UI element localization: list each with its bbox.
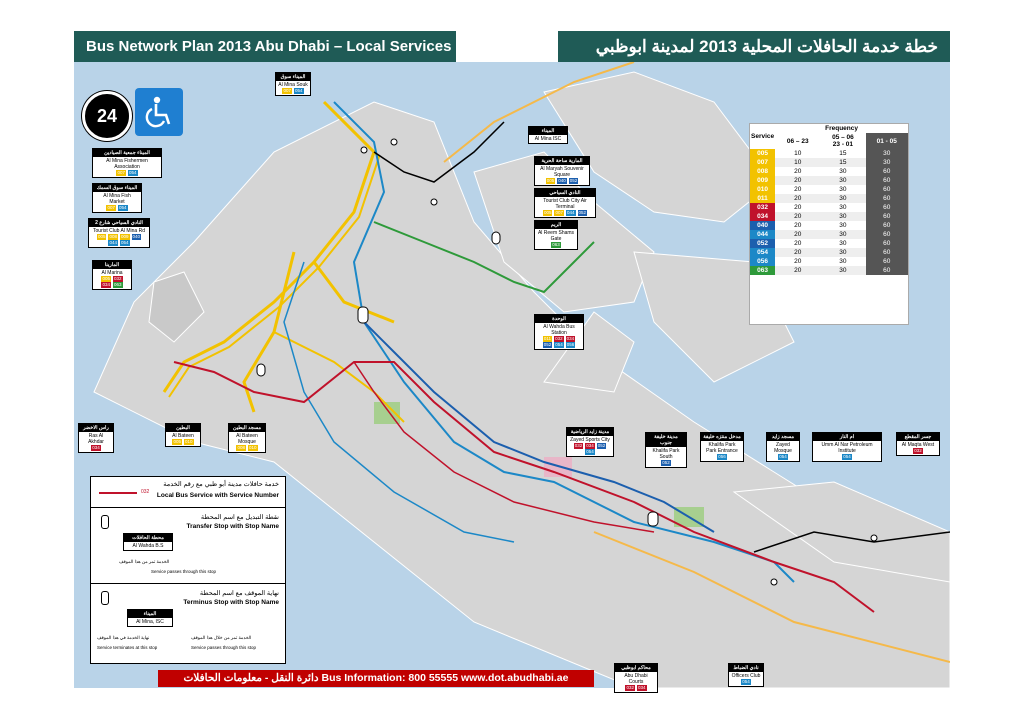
frequency-col-2: 05 – 06 23 - 01	[832, 134, 854, 148]
service-chip: 052	[578, 210, 587, 215]
stop-callout	[528, 126, 568, 144]
service-chip: 032	[914, 448, 922, 453]
stop-callout	[228, 423, 266, 453]
stop-callout	[566, 427, 614, 457]
stop-name-arabic: نادي الضباط	[729, 664, 763, 672]
frequency-shoulder: 30	[820, 230, 865, 239]
service-number: 011	[750, 194, 775, 203]
service-chip: 040	[132, 234, 141, 239]
stop-services	[91, 234, 147, 246]
frequency-night: 30	[866, 149, 908, 158]
frequency-peak: 10	[775, 158, 820, 167]
stop-name-english: Al Bateen Mosque	[236, 433, 258, 445]
legend-passes-english: Service passes through this stop	[151, 569, 217, 574]
stop-callout	[614, 663, 658, 693]
service-number: 044	[750, 230, 775, 239]
stop-services	[617, 685, 655, 691]
service-chip: 005	[102, 276, 110, 281]
stop-name-arabic: الميناء	[529, 127, 567, 135]
stop-name-arabic: الميناء سوق السمك	[93, 184, 141, 192]
stop-name-english: Al Maqta West	[901, 442, 935, 448]
service-chip: 034	[586, 443, 594, 448]
stop-name-english: Umm Al Nar Petroleum Institute	[821, 442, 873, 454]
stop-marker-icon	[101, 515, 109, 529]
legend-transfer-arabic: نقطة التبديل مع اسم المحطة	[200, 514, 279, 521]
legend-local-service	[91, 477, 285, 508]
stop-services	[537, 210, 593, 216]
service-number: 054	[750, 248, 775, 257]
frequency-row	[750, 149, 908, 158]
frequency-night: 60	[866, 257, 908, 266]
stop-name-arabic: المارينا	[93, 261, 131, 269]
stop-name-english: Tourist Club Al Mina Rd	[93, 228, 145, 234]
frequency-row	[750, 203, 908, 212]
stop-services	[231, 445, 263, 451]
service-number: 034	[750, 212, 775, 221]
service-chip: 052	[569, 178, 578, 183]
service-chip: 052	[662, 460, 670, 465]
stop-services	[278, 88, 308, 94]
stop-services	[569, 443, 611, 455]
stop-services	[537, 178, 587, 184]
service-number: 008	[750, 167, 775, 176]
stop-callout	[88, 218, 150, 248]
stop-callout	[92, 260, 132, 290]
stop-services	[815, 454, 879, 460]
frequency-peak: 20	[775, 212, 820, 221]
service-chip: 044	[109, 240, 117, 245]
frequency-shoulder: 15	[839, 150, 847, 157]
legend-transfer-english: Transfer Stop with Stop Name	[186, 523, 279, 530]
stop-callout	[645, 432, 687, 468]
stop-name-english: Khalifa Park Park Entrance	[706, 442, 738, 454]
frequency-peak: 20	[794, 258, 802, 265]
stop-name-arabic: مسجد زايد	[767, 433, 799, 441]
service-column-header: Service	[751, 133, 775, 140]
service-chip: 032	[555, 336, 563, 341]
service-number: 052	[750, 239, 775, 248]
frequency-night: 60	[866, 221, 908, 230]
stop-callout	[534, 188, 596, 218]
stop-name-arabic: الوحدة	[535, 315, 583, 323]
service-number: 040	[750, 221, 775, 230]
stop-name-arabic: جسر المقطع	[897, 433, 939, 441]
frequency-row	[750, 248, 908, 257]
frequency-peak: 20	[775, 176, 820, 185]
frequency-peak: 20	[775, 194, 820, 203]
stop-services	[899, 448, 937, 454]
service-chip: 054	[843, 454, 851, 459]
legend-example-callout	[123, 533, 173, 551]
frequency-col-3: 01 - 05	[866, 133, 908, 149]
service-chip: 054	[742, 679, 750, 684]
stop-services	[95, 205, 139, 211]
service-chip: 034	[566, 336, 575, 341]
stop-name-english: Zayed Mosque	[774, 442, 792, 454]
frequency-peak: 20	[775, 230, 820, 239]
stop-name-english: Tourist Club City Air Terminal	[543, 198, 587, 210]
service-chip: 005	[543, 210, 552, 215]
stop-name-arabic: محاكم ابوظبي	[615, 664, 657, 672]
frequency-peak: 20	[775, 266, 820, 275]
service-chip: 056	[718, 454, 726, 459]
service-chip: 005	[97, 234, 106, 239]
stop-name-arabic: مسجد البطين	[229, 424, 265, 432]
service-chip: 054	[129, 170, 137, 175]
frequency-row	[750, 266, 908, 275]
service-chip: 011	[543, 336, 552, 341]
frequency-row	[750, 167, 908, 176]
frequency-night: 60	[866, 239, 908, 248]
service-number: 005	[750, 149, 775, 158]
legend-route-line	[99, 486, 139, 500]
frequency-peak: 10	[794, 150, 802, 157]
stop-name-arabic: مدينة خليفة جنوب	[646, 433, 686, 447]
stop-services	[769, 454, 797, 460]
service-chip: 052	[543, 342, 552, 347]
route-number-badge: 24	[82, 91, 132, 141]
frequency-shoulder: 30	[839, 240, 847, 247]
stop-name-english: Al Mina Fish Market	[103, 193, 131, 205]
stop-callout	[896, 432, 940, 456]
legend-passes-through-english: Service passes through this stop	[191, 645, 257, 650]
service-number: 009	[750, 176, 775, 185]
service-chip: 032	[626, 685, 634, 690]
service-chip: 007	[107, 205, 115, 210]
service-chip: 063	[114, 282, 122, 287]
service-chip: 032	[114, 276, 122, 281]
service-number: 010	[750, 185, 775, 194]
frequency-shoulder: 30	[839, 204, 847, 211]
legend-transfer-stop	[91, 507, 285, 584]
frequency-peak: 20	[794, 240, 802, 247]
frequency-col-1: 06 – 23	[786, 137, 809, 145]
frequency-row	[750, 158, 908, 167]
legend-passes-through-arabic: الخدمة تمر من خلال هذا الموقف	[191, 635, 252, 640]
stop-name-english: Khalifa Park South	[652, 448, 680, 460]
legend-terminus-example-arabic: الميناء	[128, 610, 172, 618]
service-chip: 063	[552, 242, 560, 247]
frequency-night: 60	[866, 248, 908, 257]
legend-local-arabic: خدمة حافلات مدينة أبو ظبي مع رقم الخدمة	[163, 481, 279, 488]
service-chip: 044	[567, 210, 575, 215]
frequency-night: 60	[866, 230, 908, 239]
frequency-shoulder: 30	[839, 186, 847, 193]
frequency-night: 60	[866, 266, 908, 275]
frequency-night: 60	[866, 176, 908, 185]
stop-callout	[275, 72, 311, 96]
stop-name-english: Al Mina ISC	[534, 136, 562, 142]
stop-name-english: Al Mina Souk	[278, 82, 308, 88]
stop-name-arabic: البطين	[166, 424, 200, 432]
service-chip: 005	[173, 439, 181, 444]
service-chip: 052	[597, 443, 606, 448]
stop-name-arabic: الميناء جمعية الصيادين	[93, 149, 161, 157]
legend-terminates-english: Service terminates at this stop	[97, 645, 158, 650]
legend-terminus-english: Terminus Stop with Stop Name	[183, 599, 279, 606]
stop-name-arabic: النادي السياحي شارع 2	[89, 219, 149, 227]
stop-services	[95, 276, 129, 288]
bus-information-footer[interactable]: دائرة النقل - معلومات الحافلات Bus Information: 800 55555 www.dot.abudhabi.ae	[158, 670, 594, 687]
stop-callout	[728, 663, 764, 687]
service-number: 032	[750, 203, 775, 212]
legend-example-arabic: محطة الحافلات	[124, 534, 172, 542]
stop-services	[537, 336, 581, 348]
stop-callout	[700, 432, 744, 462]
frequency-row	[750, 212, 908, 221]
service-chip: 007	[117, 170, 125, 175]
stop-services	[81, 445, 111, 451]
legend-terminates-arabic: نهاية الخدمة في هذا الموقف	[97, 635, 150, 640]
service-chip: 040	[558, 178, 566, 183]
service-number: 063	[750, 266, 775, 275]
service-chip: 010	[185, 439, 193, 444]
stop-name-english: Officers Club	[731, 673, 761, 679]
legend-terminus-callout	[127, 609, 173, 627]
legend-passes-arabic: الخدمة تمر من هذا الموقف	[119, 559, 170, 564]
frequency-peak: 20	[794, 186, 802, 193]
service-chip: 008	[109, 234, 117, 239]
service-chip: 054	[555, 342, 563, 347]
service-chip: 054	[779, 454, 787, 459]
stop-name-arabic: راس الاخضر	[79, 424, 113, 432]
stop-name-arabic: النادي السياحي	[535, 189, 595, 197]
stop-name-english: Al Marina	[101, 270, 123, 276]
stop-name-english: Abu Dhabi Courts	[624, 673, 648, 685]
map-legend	[90, 476, 286, 664]
service-chip: 054	[586, 449, 594, 454]
service-chip: 034	[92, 445, 100, 450]
frequency-peak: 20	[794, 168, 802, 175]
frequency-shoulder: 30	[839, 168, 847, 175]
frequency-shoulder: 30	[820, 176, 865, 185]
stop-name-arabic: مدينة زايد الرياضية	[567, 428, 613, 436]
stop-callout	[534, 156, 590, 186]
stop-services	[95, 170, 159, 176]
frequency-shoulder: 30	[839, 258, 847, 265]
service-chip: 010	[249, 445, 257, 450]
frequency-row	[750, 257, 908, 266]
stop-callout	[812, 432, 882, 462]
frequency-night: 30	[866, 158, 908, 167]
stop-name-english: Al Bateen	[172, 433, 194, 439]
wheelchair-icon	[135, 88, 183, 136]
frequency-shoulder: 30	[839, 222, 847, 229]
frequency-row	[750, 194, 908, 203]
frequency-night: 60	[866, 185, 908, 194]
service-chip: 056	[566, 342, 575, 347]
frequency-header: Frequency	[825, 125, 858, 132]
frequency-peak: 20	[794, 204, 802, 211]
service-chip: 034	[638, 685, 646, 690]
terminus-marker-icon	[101, 591, 109, 605]
service-number: 056	[750, 257, 775, 266]
frequency-night: 60	[866, 194, 908, 203]
service-chip: 007	[555, 210, 563, 215]
stop-services	[168, 439, 198, 445]
legend-terminus-arabic: نهاية الموقف مع اسم المحطة	[199, 590, 279, 597]
stop-callout	[92, 148, 162, 178]
stop-name-arabic: الميناء سوق	[276, 73, 310, 81]
legend-local-english: Local Bus Service with Service Number	[156, 492, 279, 499]
service-number: 007	[750, 158, 775, 167]
stop-callout	[766, 432, 800, 462]
stop-callout	[165, 423, 201, 447]
service-chip: 007	[283, 88, 291, 93]
frequency-night: 60	[866, 167, 908, 176]
legend-example-english: Al Wahda B.S	[132, 543, 164, 549]
stop-name-english: Al Maryah Souvenir Square	[540, 166, 584, 178]
legend-route-number: 032	[141, 489, 150, 495]
legend-terminus-example-english: Al Mina, ISC	[136, 619, 164, 625]
stop-name-english: Al Wahda Bus Station	[543, 324, 575, 336]
frequency-row	[750, 176, 908, 185]
frequency-night: 60	[866, 212, 908, 221]
stop-callout	[534, 314, 584, 350]
stop-callout	[534, 220, 578, 250]
frequency-shoulder: 30	[820, 248, 865, 257]
frequency-shoulder: 30	[820, 194, 865, 203]
legend-terminus-stop	[91, 583, 285, 663]
stop-name-english: Al Mina Fishermen Association	[106, 158, 148, 170]
stop-services	[537, 242, 575, 248]
title-arabic: خطة خدمة الحافلات المحلية 2013 لمدينة ابوظبي	[558, 31, 950, 62]
frequency-shoulder: 15	[820, 158, 865, 167]
stop-callout	[78, 423, 114, 453]
stop-callout	[92, 183, 142, 213]
stop-name-arabic: مدخل منتزه خليفة	[701, 433, 743, 441]
stop-name-arabic: الريم	[535, 221, 577, 229]
stop-services	[731, 679, 761, 685]
frequency-shoulder: 30	[820, 266, 865, 275]
frequency-night: 60	[866, 203, 908, 212]
service-chip: 008	[237, 445, 245, 450]
frequency-row	[750, 185, 908, 194]
stop-name-english: Al Reem Shams Gate	[537, 230, 575, 242]
frequency-row	[750, 239, 908, 248]
service-chip: 054	[295, 88, 303, 93]
service-chip: 009	[121, 234, 129, 239]
stop-name-english: Zayed Sports City	[570, 437, 610, 443]
stop-name-arabic: المارية ساحة الحرية	[535, 157, 589, 165]
service-chip: 032	[574, 443, 583, 448]
frequency-shoulder: 30	[820, 212, 865, 221]
service-chip: 054	[119, 205, 127, 210]
service-chip: 005	[546, 178, 555, 183]
frequency-peak: 20	[775, 248, 820, 257]
frequency-row	[750, 230, 908, 239]
frequency-peak: 20	[794, 222, 802, 229]
stop-services	[703, 454, 741, 460]
frequency-row	[750, 221, 908, 230]
stop-name-english: Ras Al Akhdar	[88, 433, 104, 445]
stop-services	[648, 460, 684, 466]
title-english: Bus Network Plan 2013 Abu Dhabi – Local Services	[74, 31, 456, 62]
service-chip: 054	[121, 240, 129, 245]
stop-name-arabic: ام النار	[813, 433, 881, 441]
service-chip: 034	[102, 282, 110, 287]
frequency-table	[749, 123, 909, 325]
